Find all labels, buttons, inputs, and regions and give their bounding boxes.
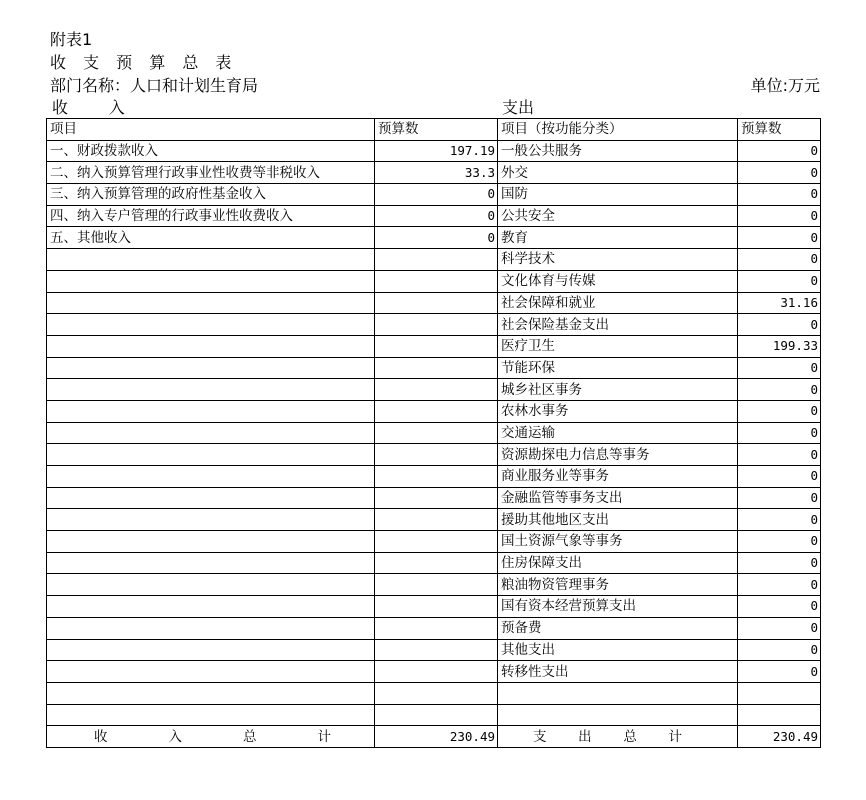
total-label-char: 计 — [317, 728, 331, 745]
income-item-cell — [47, 335, 375, 357]
expense-amount-cell: 0 — [738, 205, 821, 227]
income-item-cell — [47, 379, 375, 401]
income-item-cell — [47, 400, 375, 422]
expense-amount-cell: 31.16 — [738, 292, 821, 314]
expense-amount-cell: 0 — [738, 422, 821, 444]
income-amount-cell: 0 — [375, 184, 498, 206]
page-title: 收 支 预 算 总 表 — [50, 53, 238, 72]
income-amount-cell: 197.19 — [375, 140, 498, 162]
expense-item-cell: 国土资源气象等事务 — [498, 531, 738, 553]
income-item-cell — [47, 509, 375, 531]
expense-item-cell: 社会保障和就业 — [498, 292, 738, 314]
column-header-income-item: 项目 — [47, 119, 375, 141]
expense-item-cell: 援助其他地区支出 — [498, 509, 738, 531]
expense-item-cell: 预备费 — [498, 617, 738, 639]
table-row — [47, 704, 821, 726]
expense-amount-cell: 0 — [738, 357, 821, 379]
total-label-char: 计 — [668, 728, 682, 745]
income-amount-cell — [375, 531, 498, 553]
income-item-cell — [47, 466, 375, 488]
income-total-label — [47, 726, 375, 748]
unit-label: 单位:万元 — [750, 76, 820, 95]
table-row — [47, 205, 821, 227]
expense-amount-cell: 0 — [738, 444, 821, 466]
expense-total-label — [498, 726, 738, 748]
expense-amount-cell: 0 — [738, 314, 821, 336]
total-label-char: 收 — [94, 728, 108, 745]
total-label-char: 支 — [533, 728, 547, 745]
expense-amount-cell: 0 — [738, 270, 821, 292]
expense-item-cell: 国防 — [498, 184, 738, 206]
expense-amount-cell: 0 — [738, 661, 821, 683]
expense-amount-cell: 0 — [738, 552, 821, 574]
expense-item-cell — [498, 682, 738, 704]
expense-item-cell: 一般公共服务 — [498, 140, 738, 162]
column-header-income-amount: 预算数 — [375, 119, 498, 141]
income-amount-cell — [375, 400, 498, 422]
table-row — [47, 270, 821, 292]
income-section-label: 收 入 — [52, 98, 125, 117]
expense-item-cell — [498, 704, 738, 726]
income-item-cell: 三、纳入预算管理的政府性基金收入 — [47, 184, 375, 206]
income-amount-cell — [375, 617, 498, 639]
table-row — [47, 400, 821, 422]
expense-amount-cell: 0 — [738, 184, 821, 206]
expense-amount-cell: 0 — [738, 509, 821, 531]
table-row — [47, 184, 821, 206]
income-amount-cell — [375, 292, 498, 314]
income-amount-cell — [375, 682, 498, 704]
income-amount-cell — [375, 335, 498, 357]
total-label-char: 总 — [623, 728, 637, 745]
table-row — [47, 422, 821, 444]
expense-amount-cell: 0 — [738, 617, 821, 639]
table-row — [47, 227, 821, 249]
income-item-cell — [47, 314, 375, 336]
income-item-cell — [47, 596, 375, 618]
table-row — [47, 314, 821, 336]
expense-item-cell: 农林水事务 — [498, 400, 738, 422]
department-name: 部门名称：人口和计划生育局 — [50, 76, 259, 95]
income-item-cell — [47, 704, 375, 726]
expense-item-cell: 转移性支出 — [498, 661, 738, 683]
income-amount-cell — [375, 704, 498, 726]
income-amount-cell — [375, 487, 498, 509]
income-amount-cell: 33.3 — [375, 162, 498, 184]
income-amount-cell — [375, 596, 498, 618]
expense-section-label: 支出 — [502, 98, 535, 117]
expense-item-cell: 文化体育与传媒 — [498, 270, 738, 292]
expense-total-amount: 230.49 — [738, 726, 821, 748]
expense-amount-cell — [738, 704, 821, 726]
budget-table-body — [47, 119, 821, 748]
budget-table — [46, 118, 821, 748]
table-row — [47, 249, 821, 271]
income-item-cell — [47, 617, 375, 639]
expense-amount-cell: 0 — [738, 400, 821, 422]
income-item-cell — [47, 270, 375, 292]
expense-item-cell: 商业服务业等事务 — [498, 466, 738, 488]
income-item-cell — [47, 292, 375, 314]
expense-item-cell: 粮油物资管理事务 — [498, 574, 738, 596]
income-total-amount: 230.49 — [375, 726, 498, 748]
expense-amount-cell: 0 — [738, 531, 821, 553]
expense-amount-cell: 0 — [738, 379, 821, 401]
income-amount-cell — [375, 444, 498, 466]
expense-item-cell: 其他支出 — [498, 639, 738, 661]
table-row — [47, 617, 821, 639]
table-row — [47, 596, 821, 618]
table-row — [47, 574, 821, 596]
expense-item-cell: 外交 — [498, 162, 738, 184]
income-item-cell — [47, 661, 375, 683]
table-row — [47, 357, 821, 379]
expense-item-cell: 住房保障支出 — [498, 552, 738, 574]
column-header-expense-item: 项目（按功能分类） — [498, 119, 738, 141]
totals-row — [47, 726, 821, 748]
total-label-char: 出 — [578, 728, 592, 745]
income-amount-cell — [375, 270, 498, 292]
annex-label: 附表1 — [50, 30, 93, 49]
total-label-char: 入 — [168, 728, 182, 745]
column-header-expense-amount: 预算数 — [738, 119, 821, 141]
expense-amount-cell: 0 — [738, 596, 821, 618]
income-item-cell — [47, 531, 375, 553]
table-row — [47, 509, 821, 531]
expense-amount-cell: 0 — [738, 140, 821, 162]
expense-item-cell: 城乡社区事务 — [498, 379, 738, 401]
income-item-cell — [47, 422, 375, 444]
income-item-cell — [47, 682, 375, 704]
table-row — [47, 552, 821, 574]
income-item-cell — [47, 357, 375, 379]
expense-item-cell: 节能环保 — [498, 357, 738, 379]
income-item-cell: 一、财政拨款收入 — [47, 140, 375, 162]
income-item-cell: 四、纳入专户管理的行政事业性收费收入 — [47, 205, 375, 227]
income-item-cell: 二、纳入预算管理行政事业性收费等非税收入 — [47, 162, 375, 184]
expense-amount-cell — [738, 682, 821, 704]
expense-amount-cell: 199.33 — [738, 335, 821, 357]
income-amount-cell — [375, 422, 498, 444]
expense-item-cell: 教育 — [498, 227, 738, 249]
table-row — [47, 444, 821, 466]
income-amount-cell — [375, 509, 498, 531]
income-item-cell — [47, 574, 375, 596]
table-row — [47, 162, 821, 184]
income-item-cell — [47, 639, 375, 661]
income-amount-cell — [375, 466, 498, 488]
income-item-cell — [47, 249, 375, 271]
expense-item-cell: 科学技术 — [498, 249, 738, 271]
income-amount-cell — [375, 379, 498, 401]
income-amount-cell — [375, 574, 498, 596]
expense-amount-cell: 0 — [738, 227, 821, 249]
expense-item-cell: 医疗卫生 — [498, 335, 738, 357]
table-row — [47, 379, 821, 401]
income-item-cell: 五、其他收入 — [47, 227, 375, 249]
expense-amount-cell: 0 — [738, 487, 821, 509]
income-amount-cell — [375, 639, 498, 661]
expense-amount-cell: 0 — [738, 466, 821, 488]
table-row — [47, 292, 821, 314]
expense-item-cell: 交通运输 — [498, 422, 738, 444]
expense-item-cell: 资源勘探电力信息等事务 — [498, 444, 738, 466]
table-header-row — [47, 119, 821, 141]
table-row — [47, 487, 821, 509]
expense-amount-cell: 0 — [738, 249, 821, 271]
income-item-cell — [47, 444, 375, 466]
income-amount-cell — [375, 661, 498, 683]
income-item-cell — [47, 487, 375, 509]
income-amount-cell — [375, 314, 498, 336]
income-amount-cell — [375, 357, 498, 379]
table-row — [47, 639, 821, 661]
table-row — [47, 140, 821, 162]
income-amount-cell — [375, 249, 498, 271]
income-amount-cell: 0 — [375, 227, 498, 249]
table-row — [47, 335, 821, 357]
income-item-cell — [47, 552, 375, 574]
table-row — [47, 531, 821, 553]
table-row — [47, 466, 821, 488]
expense-item-cell: 国有资本经营预算支出 — [498, 596, 738, 618]
expense-item-cell: 社会保险基金支出 — [498, 314, 738, 336]
expense-amount-cell: 0 — [738, 639, 821, 661]
table-row — [47, 661, 821, 683]
expense-item-cell: 公共安全 — [498, 205, 738, 227]
expense-amount-cell: 0 — [738, 574, 821, 596]
income-amount-cell: 0 — [375, 205, 498, 227]
expense-item-cell: 金融监管等事务支出 — [498, 487, 738, 509]
expense-amount-cell: 0 — [738, 162, 821, 184]
income-amount-cell — [375, 552, 498, 574]
total-label-char: 总 — [243, 728, 257, 745]
table-row — [47, 682, 821, 704]
